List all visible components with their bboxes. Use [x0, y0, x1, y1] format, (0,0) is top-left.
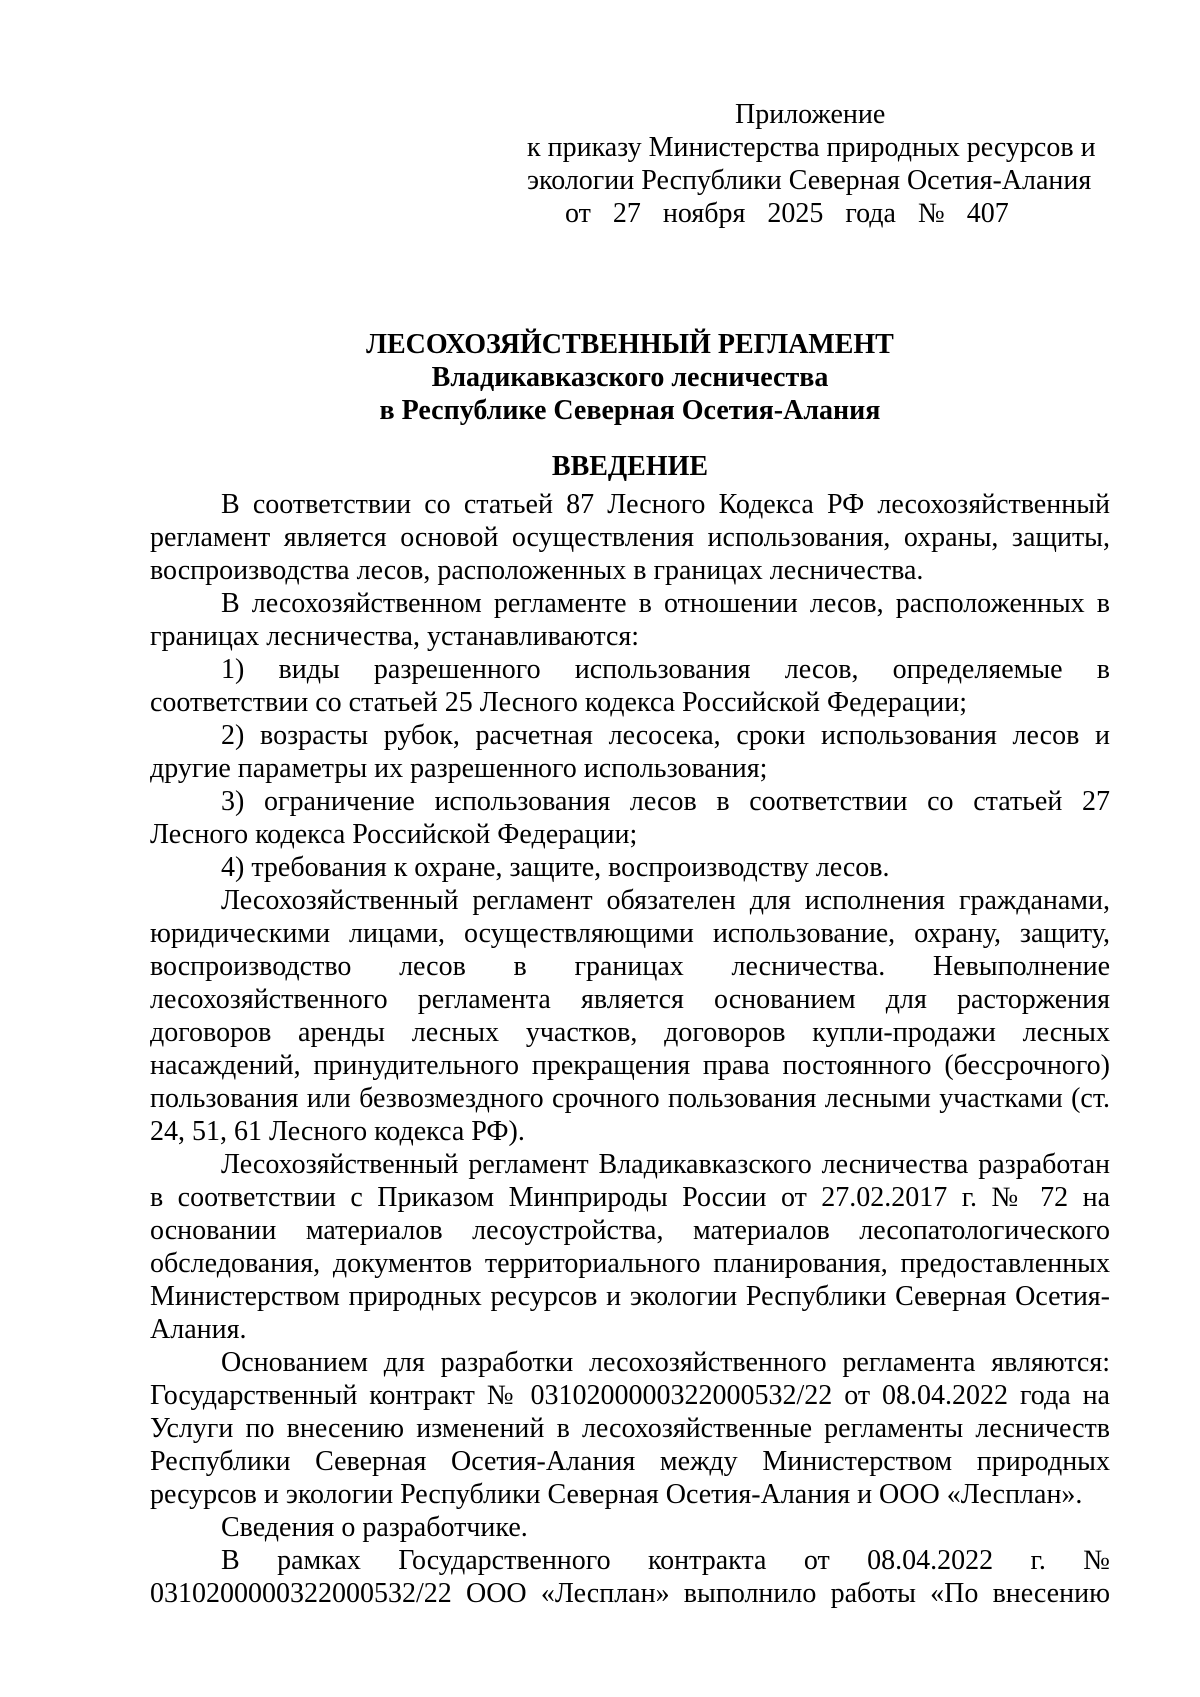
paragraph: В рамках Государственного контракта от 08.04.2022 г. № 0310200000322000532/22 ООО «Лесплан» выполнило работы «По внесению	[150, 1545, 1110, 1609]
document-subtitle-forestry: Владикавказского лесничества	[431, 362, 829, 393]
list-item: 1) виды разрешенного использования лесов, определяемые в соответствии со статьей 25 Лесного кодекса Российской Федерации;	[150, 654, 1110, 718]
appendix-date-number: от 27 ноября 2025 года № 407	[565, 198, 1009, 229]
paragraph: Основанием для разработки лесохозяйственного регламента являются: Государственный контракт № 0310200000322000532/22 от 08.04.2022 года на Услуги по внесению изменений в лесохозяйственные регламенты лесничеств Республики Северная Осетия-Алания между Министерством природных ресурсов и экологии Республики Северная Осетия-Алания и ООО «Лесплан».	[150, 1347, 1110, 1510]
appendix-header	[527, 98, 1127, 230]
appendix-order-line: к приказу Министерства природных ресурсов и	[527, 132, 1096, 163]
list-item: 3) ограничение использования лесов в соответствии со статьей 27 Лесного кодекса Российской Федерации;	[150, 786, 1110, 850]
list-item: 4) требования к охране, защите, воспроизводству лесов.	[221, 852, 890, 883]
list-item: 2) возрасты рубок, расчетная лесосека, сроки использования лесов и другие параметры их разрешенного использования;	[150, 720, 1110, 784]
paragraph: В соответствии со статьей 87 Лесного Кодекса РФ лесохозяйственный регламент является основой осуществления использования, охраны, защиты, воспроизводства лесов, расположенных в границах лесничества.	[150, 489, 1110, 586]
document-title: ЛЕСОХОЗЯЙСТВЕННЫЙ РЕГЛАМЕНТ	[366, 329, 894, 360]
paragraph: Сведения о разработчике.	[221, 1512, 528, 1543]
document-subtitle-region: в Республике Северная Осетия-Алания	[379, 395, 881, 426]
paragraph: Лесохозяйственный регламент Владикавказского лесничества разработан в соответствии с Приказом Минприроды России от 27.02.2017 г. № 72 на основании материалов лесоустройства, материалов лесопатологического обследования, документов территориального планирования, предоставленных Министерством природных ресурсов и экологии Республики Северная Осетия-Алания.	[150, 1149, 1110, 1345]
introduction-body	[150, 488, 1110, 1610]
paragraph: Лесохозяйственный регламент обязателен для исполнения гражданами, юридическими лицами, осуществляющими использование, охрану, защиту, воспроизводство лесов в границах лесничества. Невыполнение лесохозяйственного регламента является основанием для расторжения договоров аренды лесных участков, договоров купли-продажи лесных насаждений, принудительного прекращения права постоянного (бессрочного) пользования или безвозмездного срочного пользования лесными участками (ст. 24, 51, 61 Лесного кодекса РФ).	[150, 885, 1110, 1147]
section-heading-introduction: ВВЕДЕНИЕ	[551, 451, 709, 482]
paragraph: В лесохозяйственном регламенте в отношении лесов, расположенных в границах лесничества, устанавливаются:	[150, 588, 1110, 652]
appendix-label: Приложение	[735, 99, 886, 130]
appendix-ministry-line: экологии Республики Северная Осетия-Алания	[527, 165, 1092, 196]
